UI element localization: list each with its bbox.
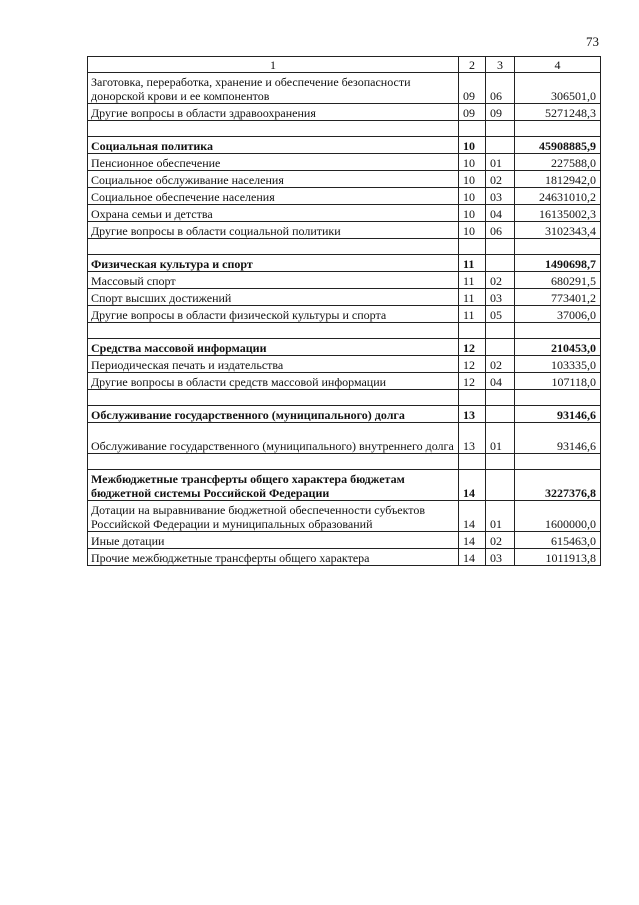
- empty-cell: [459, 390, 486, 406]
- section-row: [88, 470, 601, 501]
- row-section-code: 12: [459, 339, 486, 356]
- table-row: [88, 171, 601, 188]
- row-amount: 1490698,7: [515, 255, 601, 272]
- row-section-code: 10: [459, 222, 486, 239]
- row-subsection-code: 02: [486, 272, 515, 289]
- table-row: [88, 104, 601, 121]
- row-section-code: 12: [459, 373, 486, 390]
- row-amount: 680291,5: [515, 272, 601, 289]
- row-amount: 5271248,3: [515, 104, 601, 121]
- table-row: [88, 356, 601, 373]
- row-amount: 773401,2: [515, 289, 601, 306]
- row-section-code: 10: [459, 154, 486, 171]
- table-row: [88, 532, 601, 549]
- row-name: Периодическая печать и издательства: [88, 356, 459, 373]
- section-row: [88, 406, 601, 423]
- row-name: Пенсионное обеспечение: [88, 154, 459, 171]
- spacer-row: [88, 323, 601, 339]
- row-section-code: 11: [459, 272, 486, 289]
- table-row: [88, 306, 601, 323]
- row-amount: 103335,0: [515, 356, 601, 373]
- row-name: Массовый спорт: [88, 272, 459, 289]
- row-section-code: 11: [459, 289, 486, 306]
- table-row: [88, 289, 601, 306]
- row-subsection-code: 01: [486, 154, 515, 171]
- row-amount: 37006,0: [515, 306, 601, 323]
- row-section-code: 10: [459, 137, 486, 154]
- row-subsection-code: 03: [486, 549, 515, 566]
- table-row: [88, 373, 601, 390]
- row-name: Социальная политика: [88, 137, 459, 154]
- empty-cell: [515, 454, 601, 470]
- row-name: Межбюджетные трансферты общего характера бюджетам бюджетной системы Российской Федерации: [88, 470, 459, 501]
- table-row: [88, 501, 601, 532]
- row-subsection-code: 05: [486, 306, 515, 323]
- row-subsection-code: 06: [486, 73, 515, 104]
- budget-table: [87, 56, 601, 566]
- row-amount: 1812942,0: [515, 171, 601, 188]
- row-subsection-code: 06: [486, 222, 515, 239]
- section-row: [88, 255, 601, 272]
- empty-cell: [515, 239, 601, 255]
- row-name: Дотации на выравнивание бюджетной обеспеченности субъектов Российской Федерации и муниципальных образований: [88, 501, 459, 532]
- row-subsection-code: [486, 406, 515, 423]
- empty-cell: [459, 239, 486, 255]
- row-amount: 107118,0: [515, 373, 601, 390]
- row-amount: 227588,0: [515, 154, 601, 171]
- spacer-row: [88, 239, 601, 255]
- row-section-code: 11: [459, 306, 486, 323]
- row-section-code: 09: [459, 73, 486, 104]
- row-subsection-code: [486, 137, 515, 154]
- section-row: [88, 339, 601, 356]
- row-amount: 93146,6: [515, 423, 601, 454]
- row-amount: 3227376,8: [515, 470, 601, 501]
- row-subsection-code: [486, 339, 515, 356]
- header-col-4: 4: [515, 57, 601, 73]
- empty-cell: [486, 239, 515, 255]
- row-amount: 93146,6: [515, 406, 601, 423]
- row-section-code: 14: [459, 501, 486, 532]
- table-row: [88, 154, 601, 171]
- row-subsection-code: 02: [486, 171, 515, 188]
- empty-cell: [515, 390, 601, 406]
- row-subsection-code: 09: [486, 104, 515, 121]
- row-amount: 45908885,9: [515, 137, 601, 154]
- empty-cell: [459, 323, 486, 339]
- empty-cell: [459, 121, 486, 137]
- row-section-code: 13: [459, 423, 486, 454]
- row-name: Другие вопросы в области здравоохранения: [88, 104, 459, 121]
- row-subsection-code: 03: [486, 188, 515, 205]
- row-subsection-code: 01: [486, 423, 515, 454]
- row-section-code: 13: [459, 406, 486, 423]
- row-name: Социальное обеспечение населения: [88, 188, 459, 205]
- table-row: [88, 222, 601, 239]
- row-section-code: 11: [459, 255, 486, 272]
- table-row: [88, 272, 601, 289]
- spacer-row: [88, 454, 601, 470]
- table-row: [88, 423, 601, 454]
- row-subsection-code: 03: [486, 289, 515, 306]
- page-number: 73: [586, 34, 599, 49]
- row-name: Другие вопросы в области социальной политики: [88, 222, 459, 239]
- row-section-code: 10: [459, 205, 486, 222]
- row-amount: 3102343,4: [515, 222, 601, 239]
- row-subsection-code: 02: [486, 532, 515, 549]
- row-subsection-code: 04: [486, 373, 515, 390]
- empty-cell: [486, 454, 515, 470]
- empty-cell: [88, 454, 459, 470]
- row-section-code: 10: [459, 188, 486, 205]
- table-row: [88, 73, 601, 104]
- table-row: [88, 549, 601, 566]
- spacer-row: [88, 390, 601, 406]
- row-section-code: 14: [459, 549, 486, 566]
- row-amount: 16135002,3: [515, 205, 601, 222]
- empty-cell: [486, 390, 515, 406]
- empty-cell: [88, 239, 459, 255]
- empty-cell: [88, 323, 459, 339]
- empty-cell: [515, 323, 601, 339]
- row-amount: 1011913,8: [515, 549, 601, 566]
- row-name: Обслуживание государственного (муниципального) долга: [88, 406, 459, 423]
- table-header-row: [88, 57, 601, 73]
- empty-cell: [459, 454, 486, 470]
- row-section-code: 12: [459, 356, 486, 373]
- empty-cell: [486, 323, 515, 339]
- row-subsection-code: [486, 255, 515, 272]
- section-row: [88, 137, 601, 154]
- row-section-code: 10: [459, 171, 486, 188]
- header-col-3: 3: [486, 57, 515, 73]
- empty-cell: [515, 121, 601, 137]
- row-amount: 1600000,0: [515, 501, 601, 532]
- spacer-row: [88, 121, 601, 137]
- row-amount: 306501,0: [515, 73, 601, 104]
- row-subsection-code: [486, 470, 515, 501]
- row-name: Другие вопросы в области физической культуры и спорта: [88, 306, 459, 323]
- row-name: Прочие межбюджетные трансферты общего характера: [88, 549, 459, 566]
- row-name: Охрана семьи и детства: [88, 205, 459, 222]
- row-section-code: 14: [459, 532, 486, 549]
- header-col-2: 2: [459, 57, 486, 73]
- table-row: [88, 205, 601, 222]
- row-name: Другие вопросы в области средств массовой информации: [88, 373, 459, 390]
- row-amount: 210453,0: [515, 339, 601, 356]
- row-section-code: 14: [459, 470, 486, 501]
- header-col-1: 1: [88, 57, 459, 73]
- empty-cell: [486, 121, 515, 137]
- table-body: [88, 57, 601, 566]
- row-name: Средства массовой информации: [88, 339, 459, 356]
- table-row: [88, 188, 601, 205]
- row-name: Заготовка, переработка, хранение и обеспечение безопасности донорской крови и ее компонентов: [88, 73, 459, 104]
- row-subsection-code: 04: [486, 205, 515, 222]
- row-subsection-code: 02: [486, 356, 515, 373]
- row-name: Социальное обслуживание населения: [88, 171, 459, 188]
- row-amount: 615463,0: [515, 532, 601, 549]
- row-subsection-code: 01: [486, 501, 515, 532]
- row-amount: 24631010,2: [515, 188, 601, 205]
- row-name: Обслуживание государственного (муниципального) внутреннего долга: [88, 423, 459, 454]
- empty-cell: [88, 390, 459, 406]
- row-name: Спорт высших достижений: [88, 289, 459, 306]
- row-section-code: 09: [459, 104, 486, 121]
- empty-cell: [88, 121, 459, 137]
- row-name: Иные дотации: [88, 532, 459, 549]
- row-name: Физическая культура и спорт: [88, 255, 459, 272]
